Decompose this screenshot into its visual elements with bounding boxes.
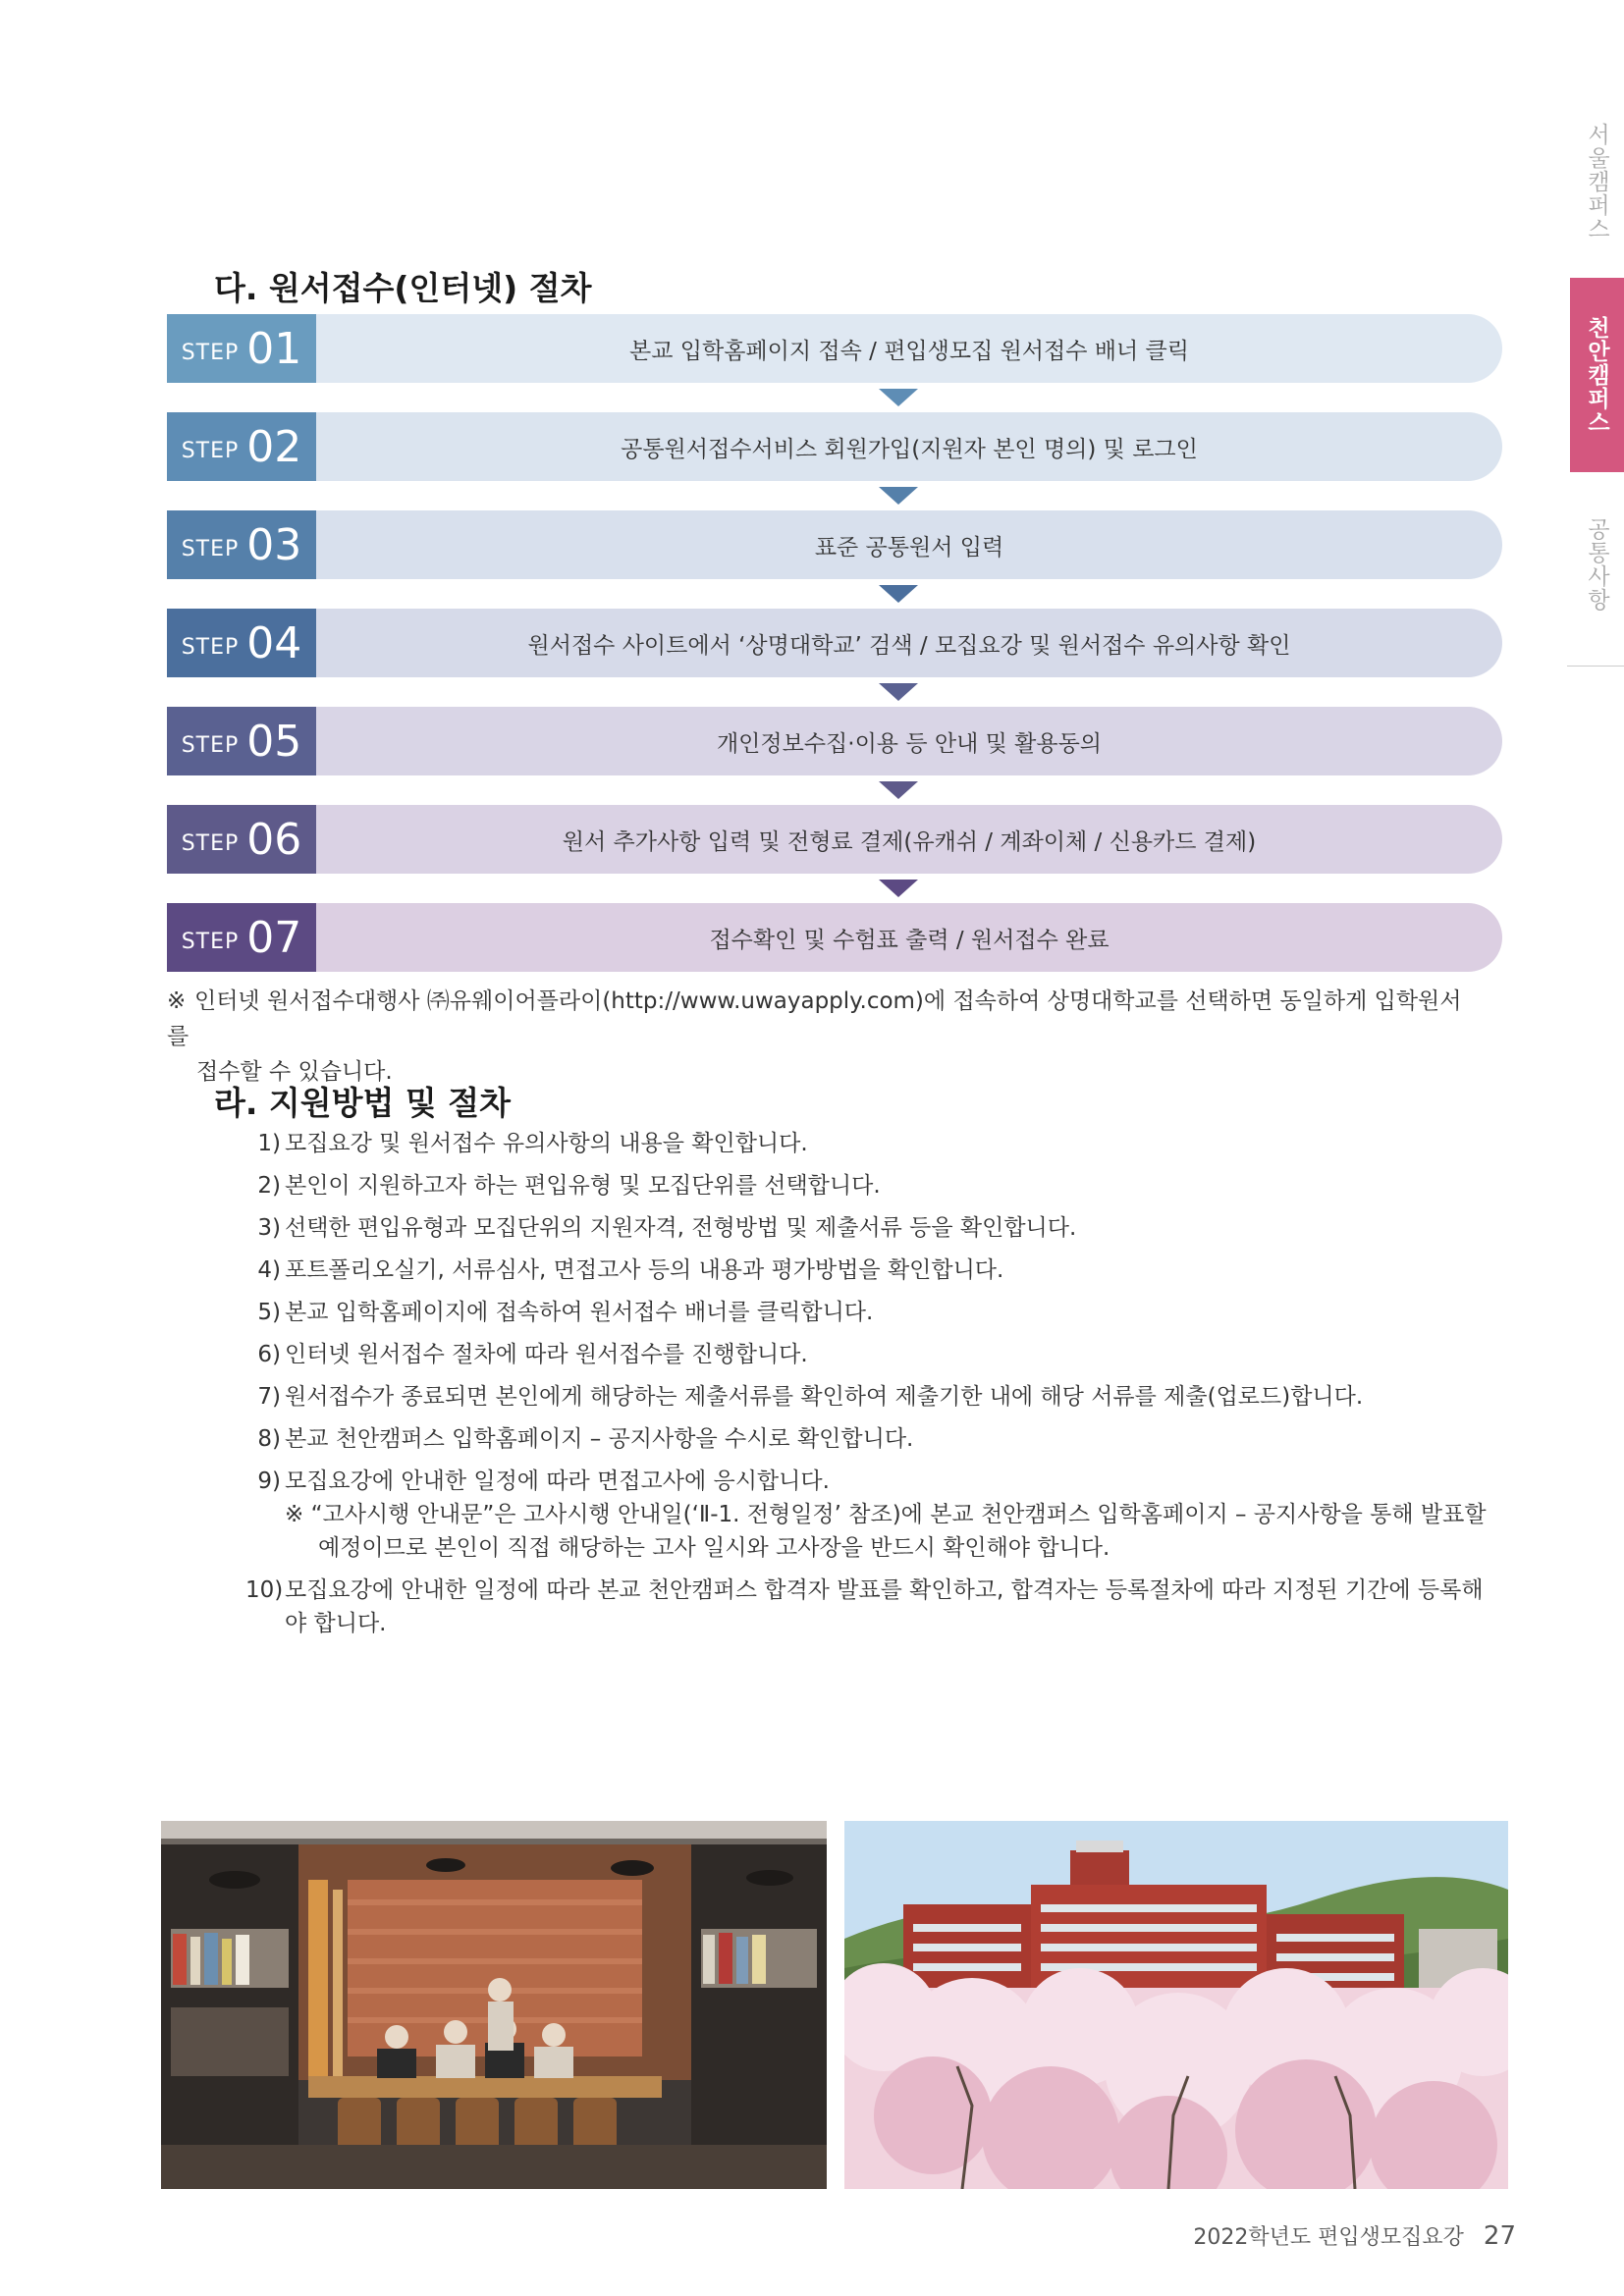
note [167,984,1473,1090]
item-number: 6) [257,1342,281,1367]
step-badge [167,805,316,874]
step-badge [167,314,316,383]
step-text: 원서접수 사이트에서 ‘상명대학교’ 검색 / 모집요강 및 원서접수 유의사항 확인 [316,609,1502,677]
item-text: 본인이 지원하고자 하는 편입유형 및 모집단위를 선택합니다. [285,1173,881,1199]
step-text: 공통원서접수서비스 회원가입(지원자 본인 명의) 및 로그인 [316,412,1502,481]
side-divider [1567,666,1624,667]
step-badge [167,609,316,677]
procedure-item [245,1211,1492,1245]
side-tab-cheonan[interactable]: 천안캠퍼스 [1570,278,1624,472]
item-number: 1) [257,1131,281,1156]
step-arrow-icon [879,389,918,406]
campus-photo [844,1821,1508,2189]
step-arrow-icon [879,585,918,603]
step-text: 표준 공통원서 입력 [316,510,1502,579]
item-number: 2) [257,1173,281,1199]
side-tab-seoul[interactable]: 서울캠퍼스 [1584,123,1609,240]
procedure-item [245,1465,1492,1565]
item-text: 선택한 편입유형과 모집단위의 지원자격, 전형방법 및 제출서류 등을 확인합니다. [285,1215,1077,1241]
procedure-item [245,1169,1492,1202]
item-subnote: ※ “고사시행 안내문”은 고사시행 안내일(‘Ⅱ-1. 전형일정’ 참조)에 본교 천안캠퍼스 입학홈페이지 – 공지사항을 통해 발표할 예정이므로 본인이 직접 해당하는 고사 일시와 고사장을 반드시 확인해야 합니다. [285,1502,1487,1561]
step-number: 07 [246,912,302,963]
item-text: 본교 입학홈페이지에 접속하여 원서접수 배너를 클릭합니다. [285,1300,874,1325]
side-tab-common[interactable]: 공통사항 [1584,517,1609,612]
item-number: 4) [257,1257,281,1283]
step-word: STEP [181,634,240,660]
step-07 [167,903,1502,972]
page-footer [1193,2220,1516,2251]
item-number: 7) [257,1384,281,1410]
procedure-item [245,1380,1492,1414]
footer-doc-title: 2022학년도 편입생모집요강 [1193,2225,1464,2250]
page-number: 27 [1483,2221,1516,2251]
step-arrow-icon [879,683,918,701]
step-arrow-icon [879,880,918,897]
step-number: 05 [246,716,302,767]
procedure-item [245,1127,1492,1160]
step-badge [167,510,316,579]
note-line-2: 접수할 수 있습니다. [196,1059,393,1085]
step-word: STEP [181,830,240,856]
step-word: STEP [181,929,240,954]
item-text: 원서접수가 종료되면 본인에게 해당하는 제출서류를 확인하여 제출기한 내에 해당 서류를 제출(업로드)합니다. [285,1384,1364,1410]
section-title-procedure: 라. 지원방법 및 절차 [214,1084,512,1122]
step-number: 03 [246,519,302,570]
procedure-item [245,1254,1492,1287]
item-text: 모집요강 및 원서접수 유의사항의 내용을 확인합니다. [285,1131,808,1156]
note-mark: ※ [167,988,187,1014]
item-number: 9) [257,1468,281,1494]
step-word: STEP [181,340,240,365]
lounge-photo [161,1821,827,2189]
item-number: 8) [257,1426,281,1452]
item-text: 인터넷 원서접수 절차에 따라 원서접수를 진행합니다. [285,1342,808,1367]
procedure-item [245,1296,1492,1329]
step-03 [167,510,1502,579]
step-text: 본교 입학홈페이지 접속 / 편입생모집 원서접수 배너 클릭 [316,314,1502,383]
item-text: 본교 천안캠퍼스 입학홈페이지 – 공지사항을 수시로 확인합니다. [285,1426,914,1452]
step-badge [167,903,316,972]
step-text: 개인정보수집·이용 등 안내 및 활용동의 [316,707,1502,775]
step-word: STEP [181,438,240,463]
step-number: 04 [246,617,302,668]
item-text: 모집요강에 안내한 일정에 따라 본교 천안캠퍼스 합격자 발표를 확인하고, 합격자는 등록절차에 따라 지정된 기간에 등록해야 합니다. [285,1577,1484,1636]
step-05 [167,707,1502,775]
procedure-item [245,1422,1492,1456]
procedure-item [245,1338,1492,1371]
step-arrow-icon [879,487,918,505]
step-text: 접수확인 및 수험표 출력 / 원서접수 완료 [316,903,1502,972]
procedure-list [245,1127,1492,1649]
note-line-1: 인터넷 원서접수대행사 ㈜유웨이어플라이(http://www.uwayapply.com)에 접속하여 상명대학교를 선택하면 동일하게 입학원서를 [167,988,1462,1049]
step-number: 02 [246,421,302,472]
step-word: STEP [181,732,240,758]
item-text: 모집요강에 안내한 일정에 따라 면접고사에 응시합니다. [285,1468,830,1494]
item-number: 5) [257,1300,281,1325]
item-number: 3) [257,1215,281,1241]
step-number: 01 [246,323,302,374]
step-badge [167,707,316,775]
section-title-application: 다. 원서접수(인터넷) 절차 [214,269,592,307]
item-text: 포트폴리오실기, 서류심사, 면접고사 등의 내용과 평가방법을 확인합니다. [285,1257,1004,1283]
step-04 [167,609,1502,677]
step-word: STEP [181,536,240,561]
procedure-item [245,1574,1492,1640]
step-02 [167,412,1502,481]
step-number: 06 [246,814,302,865]
step-text: 원서 추가사항 입력 및 전형료 결제(유캐쉬 / 계좌이체 / 신용카드 결제) [316,805,1502,874]
step-06 [167,805,1502,874]
item-number: 10) [245,1577,284,1603]
step-01 [167,314,1502,383]
step-badge [167,412,316,481]
step-arrow-icon [879,781,918,799]
